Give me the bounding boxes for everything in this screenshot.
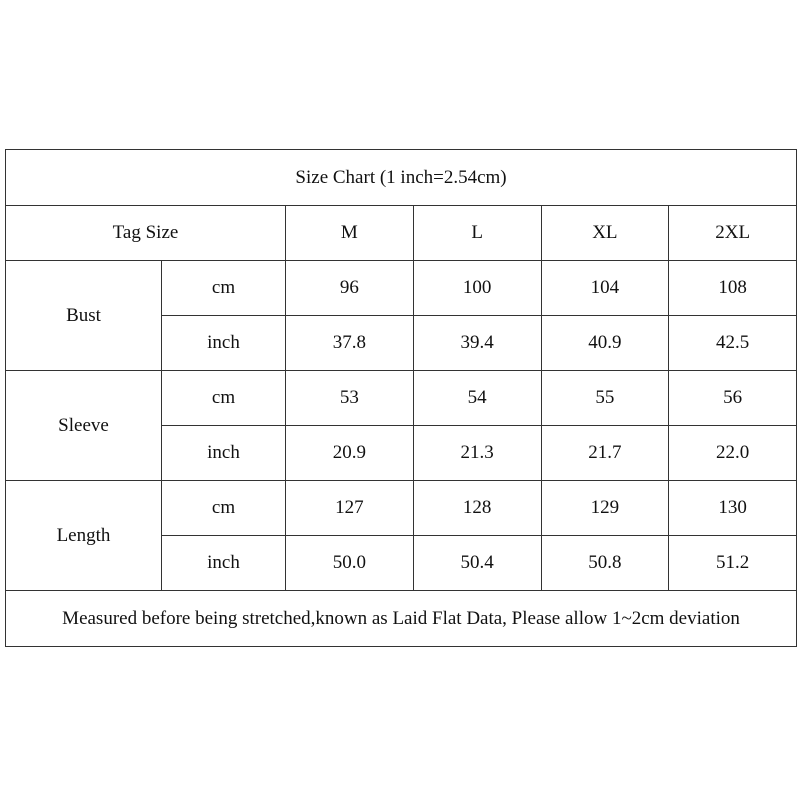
unit-cell: cm xyxy=(162,371,286,426)
value-cell: 21.7 xyxy=(541,426,669,481)
value-cell: 104 xyxy=(541,261,669,316)
value-cell: 54 xyxy=(413,371,541,426)
value-cell: 42.5 xyxy=(669,316,797,371)
tag-size-label: Tag Size xyxy=(6,206,286,261)
table-row xyxy=(6,371,797,426)
value-cell: 129 xyxy=(541,481,669,536)
value-cell: 21.3 xyxy=(413,426,541,481)
value-cell: 51.2 xyxy=(669,536,797,591)
value-cell: 130 xyxy=(669,481,797,536)
value-cell: 56 xyxy=(669,371,797,426)
unit-cell: inch xyxy=(162,426,286,481)
size-header-2xl: 2XL xyxy=(669,206,797,261)
table-row xyxy=(6,481,797,536)
title-row xyxy=(6,150,797,206)
value-cell: 37.8 xyxy=(286,316,414,371)
unit-cell: cm xyxy=(162,481,286,536)
measurement-label-bust: Bust xyxy=(6,261,162,371)
measurement-label-length: Length xyxy=(6,481,162,591)
value-cell: 108 xyxy=(669,261,797,316)
value-cell: 100 xyxy=(413,261,541,316)
note-row xyxy=(6,591,797,647)
value-cell: 53 xyxy=(286,371,414,426)
value-cell: 50.8 xyxy=(541,536,669,591)
value-cell: 96 xyxy=(286,261,414,316)
value-cell: 22.0 xyxy=(669,426,797,481)
value-cell: 20.9 xyxy=(286,426,414,481)
measurement-label-sleeve: Sleeve xyxy=(6,371,162,481)
table-row xyxy=(6,261,797,316)
value-cell: 127 xyxy=(286,481,414,536)
size-chart-table xyxy=(5,149,797,647)
size-header-xl: XL xyxy=(541,206,669,261)
measurement-note: Measured before being stretched,known as Laid Flat Data, Please allow 1~2cm deviation xyxy=(6,591,797,647)
unit-cell: cm xyxy=(162,261,286,316)
value-cell: 50.4 xyxy=(413,536,541,591)
unit-cell: inch xyxy=(162,536,286,591)
unit-cell: inch xyxy=(162,316,286,371)
value-cell: 40.9 xyxy=(541,316,669,371)
value-cell: 50.0 xyxy=(286,536,414,591)
size-chart-title: Size Chart (1 inch=2.54cm) xyxy=(6,150,797,206)
size-header-m: M xyxy=(286,206,414,261)
value-cell: 39.4 xyxy=(413,316,541,371)
value-cell: 128 xyxy=(413,481,541,536)
size-header-l: L xyxy=(413,206,541,261)
header-row xyxy=(6,206,797,261)
value-cell: 55 xyxy=(541,371,669,426)
